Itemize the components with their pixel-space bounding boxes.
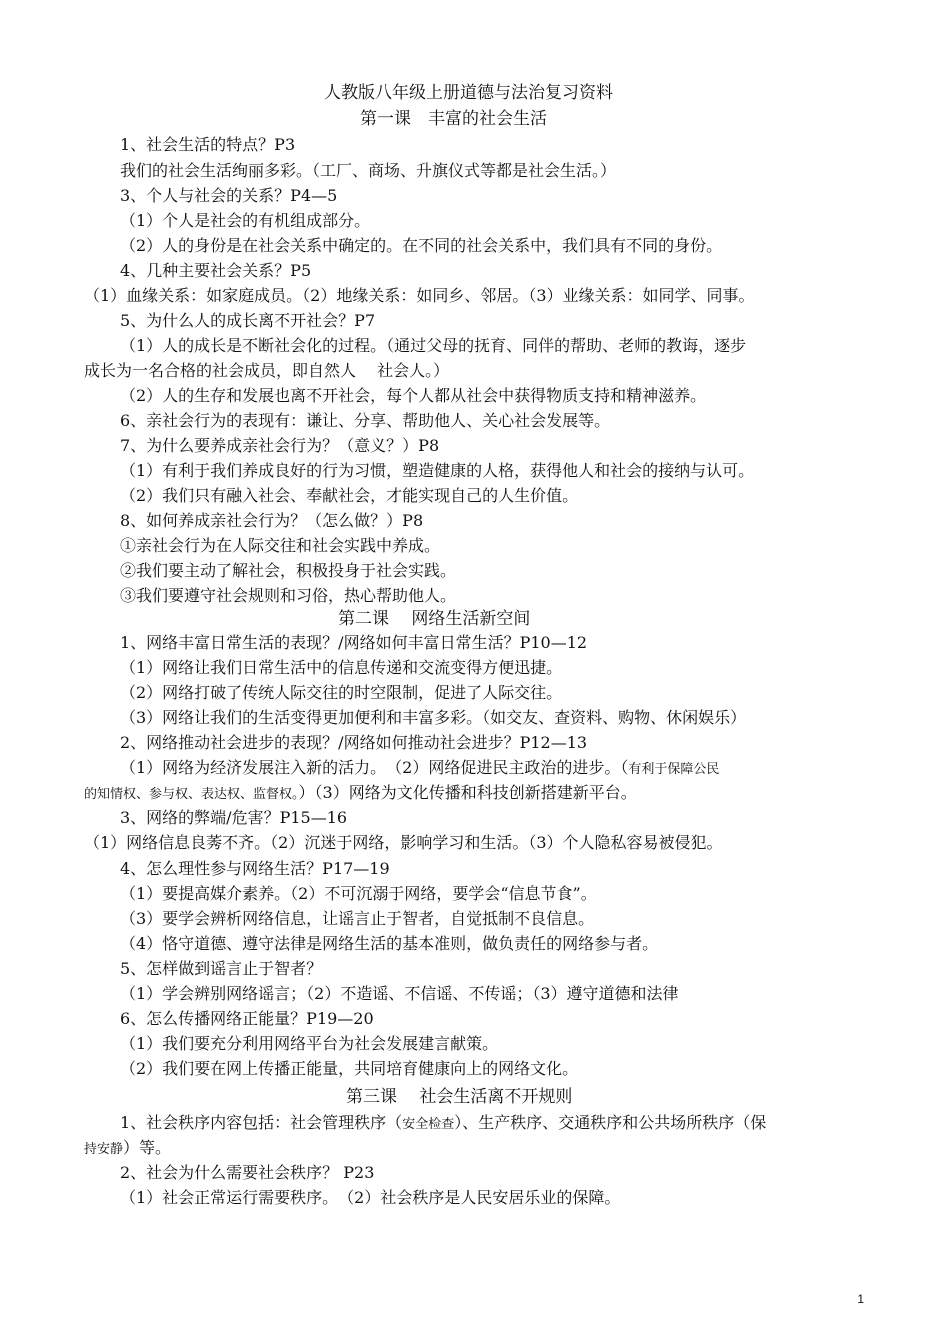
lesson1-line: 1、社会生活的特点？P3 (120, 135, 296, 154)
lesson2-line: （1）学会辨别网络谣言；（2）不造谣、不信谣、不传谣；（3）遵守道德和法律 (120, 984, 679, 1003)
lesson1-line: （1）个人是社会的有机组成部分。 (120, 211, 371, 230)
lesson1-line: 8、如何养成亲社会行为？（怎么做？）P8 (120, 511, 424, 530)
lesson1-line: ③我们要遵守社会规则和习俗，热心帮助他人。 (120, 586, 457, 605)
lesson1-line: （1）有利于我们养成良好的行为习惯，塑造健康的人格，获得他人和社会的接纳与认可。 (120, 461, 755, 480)
lesson3-line (84, 1137, 171, 1161)
lesson1-line: 7、为什么要养成亲社会行为？（意义？）P8 (120, 436, 440, 455)
lesson2-line: 6、怎么传播网络正能量？P19—20 (120, 1009, 374, 1028)
lesson1-line: （1）血缘关系：如家庭成员。（2）地缘关系：如同乡、邻居。（3）业缘关系：如同学、同事。 (84, 286, 755, 305)
lesson1-line: 3、个人与社会的关系？P4—5 (120, 186, 338, 205)
lesson3-line-text: 1、社会秩序内容包括：社会管理秩序（ (120, 1113, 403, 1132)
lesson2-line: 3、网络的弊端/危害？P15—16 (120, 808, 348, 827)
lesson1-line: ②我们要主动了解社会，积极投身于社会实践。 (120, 561, 457, 580)
lesson3-line-text: ）等。 (123, 1138, 172, 1157)
lesson2-heading: 第二课 网络生活新空间 (338, 609, 531, 629)
lesson2-line-text: ）（3）网络为文化传播和科技创新搭建新平台。 (298, 783, 637, 802)
lesson2-line: （2）网络打破了传统人际交往的时空限制，促进了人际交往。 (120, 683, 563, 702)
lesson1-line: 我们的社会生活绚丽多彩。（工厂、商场、升旗仪式等都是社会生活。） (120, 161, 617, 180)
lesson1-line: 4、几种主要社会关系？P5 (120, 261, 312, 280)
document-title: 人教版八年级上册道德与法治复习资料 (324, 83, 613, 103)
lesson3-line: （1）社会正常运行需要秩序。 （2）社会秩序是人民安居乐业的保障。 (120, 1188, 621, 1207)
lesson1-line: 5、为什么人的成长离不开社会？P7 (120, 311, 376, 330)
lesson3-line-text: ）、生产秩序、交通秩序和公共场所秩序（保 (454, 1113, 767, 1132)
lesson2-line-note: 的知情权、参与权、表达权、监督权。 (84, 787, 299, 802)
lesson2-line-text: （1）网络为经济发展注入新的活力。 （2）网络促进民主政治的进步。（ (120, 758, 629, 777)
lesson2-line: （4）恪守道德、遵守法律是网络生活的基本准则，做负责任的网络参与者。 (120, 934, 659, 953)
lesson1-line: （2）人的生存和发展也离不开社会，每个人都从社会中获得物质支持和精神滋养。 (120, 386, 707, 405)
lesson2-line: 5、怎样做到谣言止于智者？ (120, 959, 323, 978)
lesson2-line: 1、网络丰富日常生活的表现？/网络如何丰富日常生活？P10—12 (120, 633, 588, 652)
lesson3-line: 2、社会为什么需要社会秩序？ P23 (120, 1163, 375, 1182)
lesson2-line (120, 757, 719, 781)
lesson1-heading: 第一课 丰富的社会生活 (360, 109, 547, 129)
lesson2-line (84, 782, 637, 806)
page-number: 1 (857, 1292, 864, 1306)
lesson1-line: （2）人的身份是在社会关系中确定的。在不同的社会关系中，我们具有不同的身份。 (120, 236, 723, 255)
lesson2-line: （2）我们要在网上传播正能量，共同培育健康向上的网络文化。 (120, 1059, 579, 1078)
lesson2-line: （1）我们要充分利用网络平台为社会发展建言献策。 (120, 1034, 499, 1053)
lesson2-line: 4、怎么理性参与网络生活？P17—19 (120, 859, 390, 878)
lesson1-line: （1）人的成长是不断社会化的过程。（通过父母的抚育、同伴的帮助、老师的教诲，逐步 (120, 336, 747, 355)
lesson2-line: 2、网络推动社会进步的表现？/网络如何推动社会进步？P12—13 (120, 733, 588, 752)
lesson2-line: （3）要学会辨析网络信息，让谣言止于智者，自觉抵制不良信息。 (120, 909, 595, 928)
lesson1-line: （2）我们只有融入社会、奉献社会，才能实现自己的人生价值。 (120, 486, 579, 505)
lesson3-heading: 第三课 社会生活离不开规则 (346, 1087, 573, 1107)
lesson1-line: ①亲社会行为在人际交往和社会实践中养成。 (120, 536, 441, 555)
lesson3-line (120, 1112, 766, 1136)
lesson1-line: 6、亲社会行为的表现有：谦让、分享、帮助他人、关心社会发展等。 (120, 411, 611, 430)
lesson2-line: （1）网络让我们日常生活中的信息传递和交流变得方便迅捷。 (120, 658, 563, 677)
lesson1-line: 成长为一名合格的社会成员，即自然人 社会人。） (84, 361, 450, 380)
lesson2-line: （1）要提高媒介素养。（2）不可沉溺于网络，要学会“信息节食”。 (120, 884, 597, 903)
lesson3-line-note: 持安静 (84, 1142, 124, 1157)
lesson2-line: （1）网络信息良莠不齐。（2）沉迷于网络，影响学习和生活。（3）个人隐私容易被侵犯。 (84, 833, 723, 852)
lesson3-line-note: 安全检查 (402, 1117, 455, 1132)
lesson2-line: （3）网络让我们的生活变得更加便利和丰富多彩。（如交友、查资料、购物、休闲娱乐） (120, 708, 747, 727)
lesson2-line-note: 有利于保障公民 (628, 762, 720, 777)
